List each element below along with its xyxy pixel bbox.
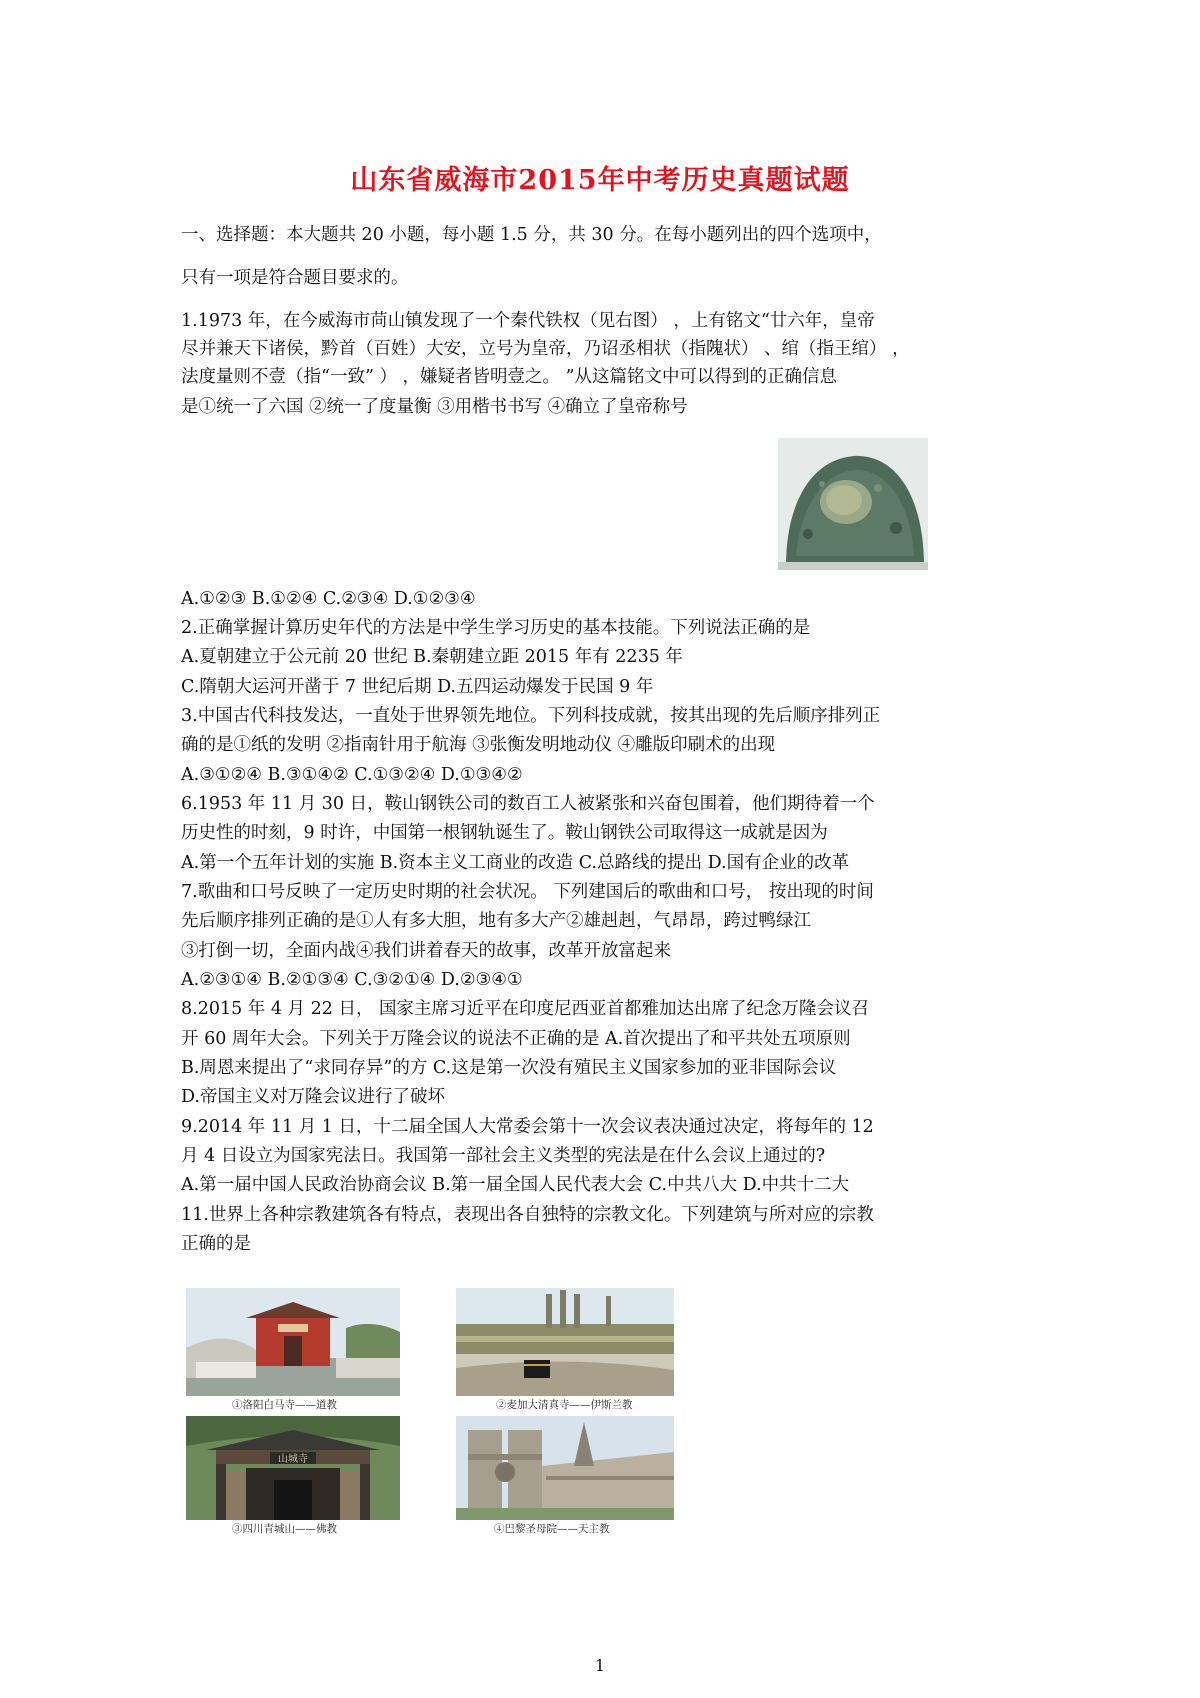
q7-line-1: 7.歌曲和口号反映了一定历史时期的社会状况。 下列建国后的歌曲和口号， 按出现的时间: [181, 882, 874, 902]
q7-line-2: 先后顺序排列正确的是①人有多大胆，地有多大产②雄赳赳，气昂昂，跨过鸭绿江: [181, 911, 811, 931]
temple-sign-text: 山城寺: [278, 1454, 308, 1465]
q1-line-1: 1.1973 年，在今威海市苘山镇发现了一个秦代铁权（见右图） ，上有铭文“廿六年，皇帝: [181, 311, 875, 331]
q1-line-3: 法度量则不壹（指“一致” ） ，嫌疑者皆明壹之。 ”从这篇铭文中可以得到的正确信息: [181, 367, 838, 387]
qingcheng-mountain-image: [186, 1416, 400, 1520]
notre-dame-image: [456, 1416, 674, 1520]
q11-line-2: 正确的是: [181, 1234, 251, 1254]
caption-2: ②麦加大清真寺——伊斯兰教: [496, 1399, 633, 1411]
q2-options-1: A.夏朝建立于公元前 20 世纪 B.秦朝建立距 2015 年有 2235 年: [181, 647, 683, 667]
q8-line-3: B.周恩来提出了“求同存异”的方 C.这是第一次没有殖民主义国家参加的亚非国际会议: [181, 1058, 837, 1078]
q8-line-2: 开 60 周年大会。下列关于万隆会议的说法不正确的是 A.首次提出了和平共处五项原则: [181, 1029, 851, 1049]
q6-options: A.第一个五年计划的实施 B.资本主义工商业的改造 C.总路线的提出 D.国有企业的改革: [181, 853, 850, 873]
q9-options: A.第一届中国人民政治协商会议 B.第一届全国人民代表大会 C.中共八大 D.中共十二大: [181, 1175, 850, 1195]
white-horse-temple-image: [186, 1288, 400, 1396]
q1-line-2: 尽并兼天下诸侯，黔首（百姓）大安，立号为皇帝，乃诏丞相状（指隗状） 、绾（指王绾） ，: [181, 339, 910, 359]
q2-options-2: C.隋朝大运河开凿于 7 世纪后期 D.五四运动爆发于民国 9 年: [181, 677, 654, 697]
q7-options: A.②③①④ B.②①③④ C.③②①④ D.②③④①: [181, 970, 523, 990]
q9-line-2: 月 4 日设立为国家宪法日。我国第一部社会主义类型的宪法是在什么会议上通过的?: [181, 1146, 826, 1166]
q11-line-1: 11.世界上各种宗教建筑各有特点，表现出各自独特的宗教文化。下列建筑与所对应的宗教: [181, 1205, 874, 1225]
q7-line-3: ③打倒一切，全面内战④我们讲着春天的故事，改革开放富起来: [181, 941, 671, 961]
q8-line-1: 8.2015 年 4 月 22 日， 国家主席习近平在印度尼西亚首都雅加达出席了纪念万隆会议召: [181, 999, 870, 1019]
iron-weight-image: [778, 438, 928, 570]
q3-options: A.③①②④ B.③①④② C.①③②④ D.①③④②: [181, 765, 523, 785]
caption-1: ①洛阳白马寺——道教: [232, 1399, 337, 1411]
q9-line-1: 9.2014 年 11 月 1 日，十二届全国人大常委会第十一次会议表决通过决定，将每年的 12: [181, 1117, 874, 1137]
q3-line-1: 3.中国古代科技发达，一直处于世界领先地位。下列科技成就，按其出现的先后顺序排列正: [181, 706, 881, 726]
caption-3: ③四川青城山——佛教: [232, 1523, 337, 1535]
q6-line-2: 历史性的时刻，9 时许，中国第一根钢轨诞生了。鞍山钢铁公司取得这一成就是因为: [181, 823, 828, 843]
q1-options: A.①②③ B.①②④ C.②③④ D.①②③④: [181, 589, 476, 609]
q8-line-4: D.帝国主义对万隆会议进行了破坏: [181, 1087, 445, 1107]
page-number: 1: [594, 1656, 606, 1675]
q2-stem: 2.正确掌握计算历史年代的方法是中学生学习历史的基本技能。下列说法正确的是: [181, 618, 811, 638]
q3-line-2: 确的是①纸的发明 ②指南针用于航海 ③张衡发明地动仪 ④雕版印刷术的出现: [181, 735, 776, 755]
page-title: 山东省威海市2015年中考历史真题试题: [350, 165, 850, 196]
caption-4: ④巴黎圣母院——天主教: [494, 1523, 610, 1535]
q6-line-1: 6.1953 年 11 月 30 日，鞍山钢铁公司的数百工人被紧张和兴奋包围着，他们期待着一个: [181, 794, 875, 814]
section-line-1: 一、选择题：本大题共 20 小题，每小题 1.5 分，共 30 分。在每小题列出的四个选项中，: [181, 225, 882, 245]
section-line-2: 只有一项是符合题目要求的。: [181, 268, 409, 288]
q1-line-4: 是①统一了六国 ②统一了度量衡 ③用楷书书写 ④确立了皇帝称号: [181, 397, 688, 417]
mecca-mosque-image: [456, 1288, 674, 1396]
iron-weight-drawing: [778, 438, 928, 570]
section-heading: [181, 220, 1031, 293]
